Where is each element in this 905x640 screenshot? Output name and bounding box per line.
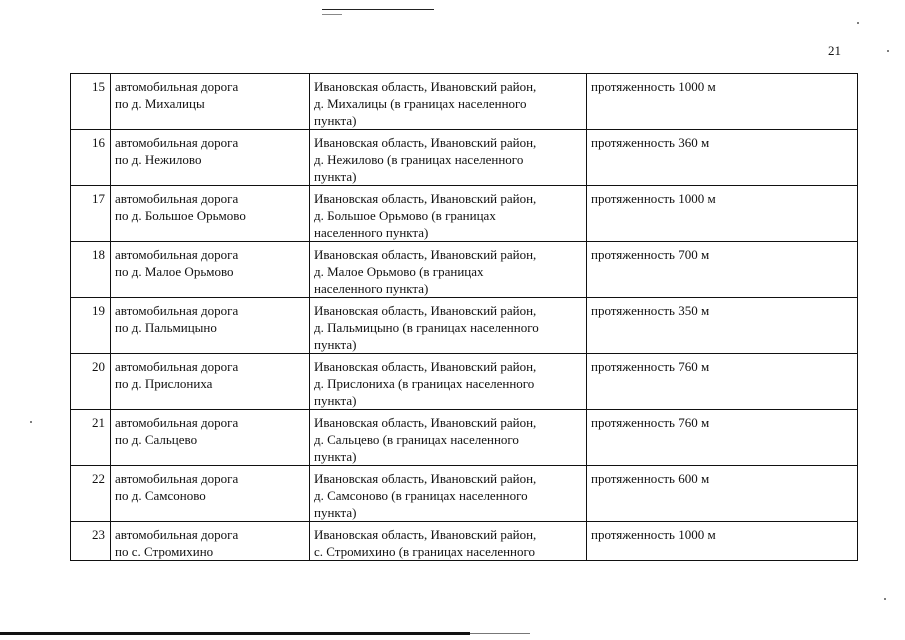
road-name-cell	[111, 74, 310, 130]
road-name-cell	[111, 410, 310, 466]
road-length-cell	[587, 410, 858, 466]
road-length: протяженность 700 м	[591, 247, 710, 262]
road-address: Ивановская область, Ивановский район, д. Малое Орьмово (в границах населенного пункта)	[314, 247, 537, 296]
road-length: протяженность 1000 м	[591, 79, 716, 94]
road-name-cell	[111, 354, 310, 410]
table-row	[71, 242, 858, 298]
row-number: 20	[92, 359, 105, 374]
road-address-cell	[310, 354, 587, 410]
road-length: протяженность 360 м	[591, 135, 710, 150]
road-name: автомобильная дорога по д. Большое Орьмово	[115, 191, 246, 223]
road-name-cell	[111, 242, 310, 298]
road-name-cell	[111, 186, 310, 242]
row-number-cell	[71, 298, 111, 354]
road-name: автомобильная дорога по д. Прислониха	[115, 359, 239, 391]
row-number: 21	[92, 415, 105, 430]
row-number-cell	[71, 242, 111, 298]
road-length-cell	[587, 130, 858, 186]
road-length-cell	[587, 298, 858, 354]
road-length-cell	[587, 186, 858, 242]
road-length-cell	[587, 242, 858, 298]
road-name: автомобильная дорога по д. Нежилово	[115, 135, 239, 167]
scan-artifact-line	[470, 633, 530, 634]
road-name: автомобильная дорога по д. Сальцево	[115, 415, 239, 447]
road-length: протяженность 350 м	[591, 303, 710, 318]
scan-speck	[887, 50, 889, 52]
road-length-cell	[587, 522, 858, 561]
row-number-cell	[71, 522, 111, 561]
road-address-cell	[310, 186, 587, 242]
road-name-cell	[111, 130, 310, 186]
road-address-cell	[310, 466, 587, 522]
row-number: 22	[92, 471, 105, 486]
row-number-cell	[71, 74, 111, 130]
road-length: протяженность 1000 м	[591, 191, 716, 206]
road-address: Ивановская область, Ивановский район, с. Стромихино (в границах населенного	[314, 527, 537, 559]
road-address: Ивановская область, Ивановский район, д. Сальцево (в границах населенного пункта)	[314, 415, 537, 464]
scan-speck	[857, 22, 859, 24]
road-name-cell	[111, 522, 310, 561]
table-row	[71, 130, 858, 186]
road-address-cell	[310, 74, 587, 130]
row-number: 18	[92, 247, 105, 262]
scan-speck	[30, 421, 32, 423]
table-row	[71, 466, 858, 522]
road-address: Ивановская область, Ивановский район, д. Прислониха (в границах населенного пункта)	[314, 359, 537, 408]
road-length: протяженность 1000 м	[591, 527, 716, 542]
row-number: 16	[92, 135, 105, 150]
table-row	[71, 410, 858, 466]
table-row	[71, 522, 858, 561]
road-address-cell	[310, 522, 587, 561]
road-length: протяженность 760 м	[591, 359, 710, 374]
road-name-cell	[111, 466, 310, 522]
row-number-cell	[71, 130, 111, 186]
scan-artifact-line	[322, 14, 342, 15]
road-address-cell	[310, 298, 587, 354]
scan-artifact-bar	[0, 632, 470, 635]
road-name: автомобильная дорога по с. Стромихино	[115, 527, 239, 559]
road-length-cell	[587, 466, 858, 522]
road-name: автомобильная дорога по д. Пальмицыно	[115, 303, 239, 335]
road-address: Ивановская область, Ивановский район, д. Нежилово (в границах населенного пункта)	[314, 135, 537, 184]
table-row	[71, 354, 858, 410]
road-address: Ивановская область, Ивановский район, д. Михалицы (в границах населенного пункта)	[314, 79, 537, 128]
road-name: автомобильная дорога по д. Малое Орьмово	[115, 247, 239, 279]
row-number-cell	[71, 186, 111, 242]
scan-artifact-line	[322, 9, 434, 10]
row-number-cell	[71, 410, 111, 466]
road-length-cell	[587, 354, 858, 410]
table-row	[71, 74, 858, 130]
road-length: протяженность 760 м	[591, 415, 710, 430]
road-name: автомобильная дорога по д. Михалицы	[115, 79, 239, 111]
row-number: 19	[92, 303, 105, 318]
road-length-cell	[587, 74, 858, 130]
table-row	[71, 186, 858, 242]
road-address: Ивановская область, Ивановский район, д. Самсоново (в границах населенного пункта)	[314, 471, 537, 520]
row-number-cell	[71, 354, 111, 410]
row-number: 17	[92, 191, 105, 206]
road-address-cell	[310, 130, 587, 186]
road-name-cell	[111, 298, 310, 354]
table-row	[71, 298, 858, 354]
roads-table	[70, 73, 858, 561]
row-number: 15	[92, 79, 105, 94]
row-number: 23	[92, 527, 105, 542]
road-address-cell	[310, 242, 587, 298]
row-number-cell	[71, 466, 111, 522]
road-length: протяженность 600 м	[591, 471, 710, 486]
road-address: Ивановская область, Ивановский район, д. Пальмицыно (в границах населенного пункта)	[314, 303, 539, 352]
scan-speck	[884, 598, 886, 600]
road-address: Ивановская область, Ивановский район, д. Большое Орьмово (в границах населенного пункта)	[314, 191, 537, 240]
page-number: 21	[828, 43, 841, 58]
road-address-cell	[310, 410, 587, 466]
road-name: автомобильная дорога по д. Самсоново	[115, 471, 239, 503]
